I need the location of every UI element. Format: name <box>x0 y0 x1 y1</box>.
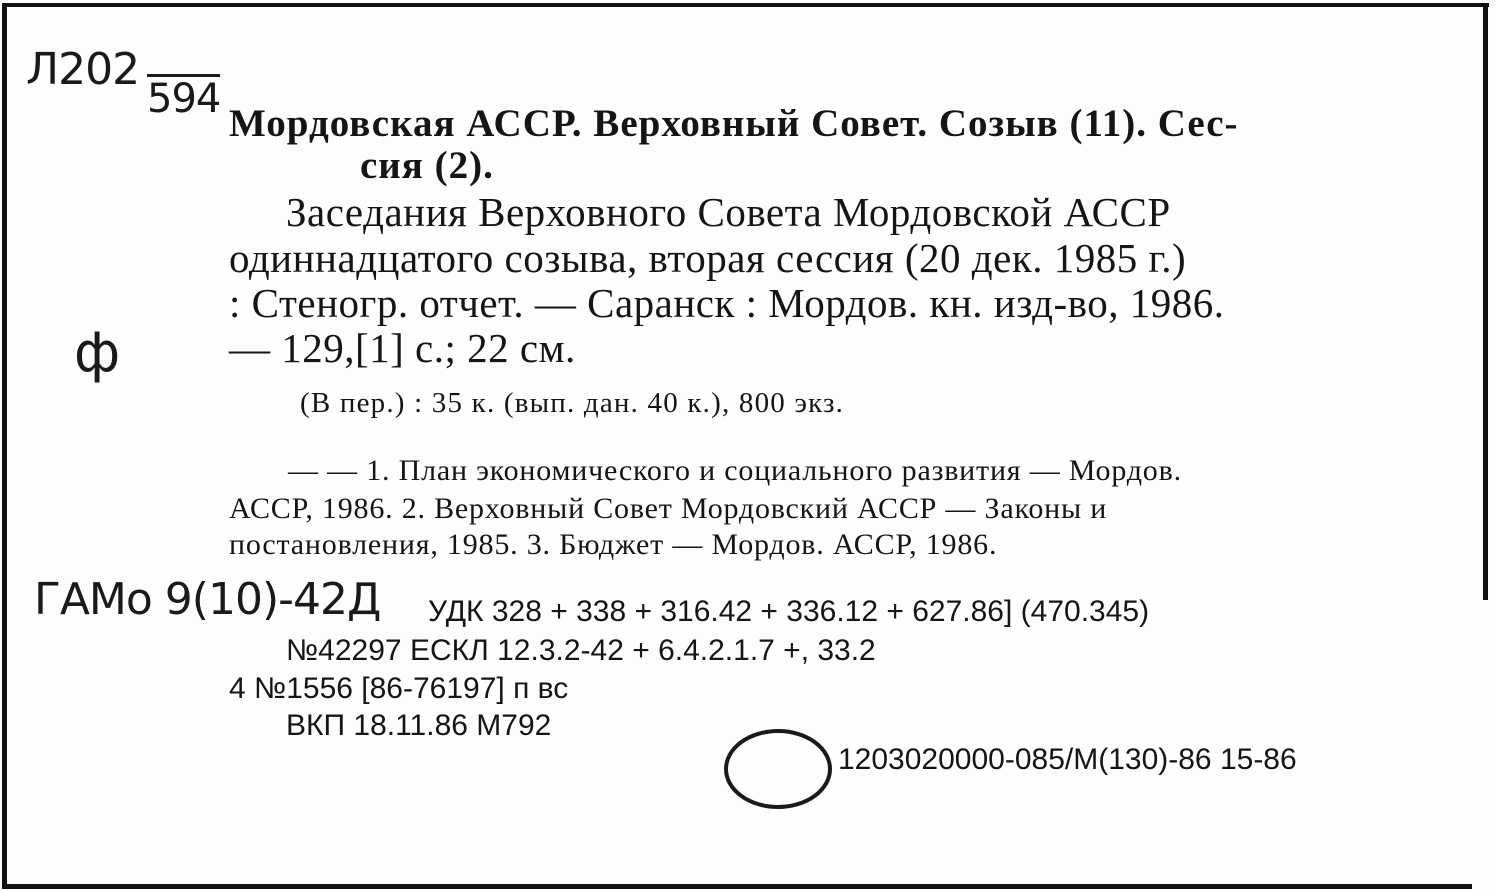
number-line: №42297 ЕСКЛ 12.3.2-42 + 6.4.2.1.7 +, 33.2 <box>286 634 876 667</box>
handwritten-archive-code: ГАМо 9(10)-42Д <box>34 574 381 625</box>
heading-line-2: сия (2). <box>360 144 494 187</box>
title-line-3: : Стеногр. отчет. — Саранск : Мордов. кн. изд-во, 1986. <box>229 280 1225 326</box>
subjects-line-3: постановления, 1985. 3. Бюджет — Мордов. АССР, 1986. <box>229 528 998 561</box>
handwritten-mark: ф <box>74 321 121 384</box>
handwritten-call-number-sub: 594 <box>147 76 221 122</box>
stamp-circle-icon <box>712 724 842 824</box>
title-line-2: одиннадцатого созыва, вторая сессия (20 дек. 1985 г.) <box>229 235 1187 281</box>
vkp-line: ВКП 18.11.86 М792 <box>286 709 552 742</box>
handwritten-call-number: Л202 <box>26 44 140 95</box>
price-line: (В пер.) : 35 к. (вып. дан. 40 к.), 800 экз. <box>300 387 845 419</box>
udc-line: УДК 328 + 338 + 316.42 + 336.12 + 627.86] (470.345) <box>428 595 1150 628</box>
title-line-1: Заседания Верховного Совета Мордовской АССР <box>286 189 1171 235</box>
subjects-line-2: АССР, 1986. 2. Верховный Совет Мордовский АССР — Законы и <box>229 492 1108 525</box>
card-border-right <box>1483 3 1488 600</box>
order-line: 4 №1556 [86-76197] п вс <box>229 672 569 705</box>
title-line-4: — 129,[1] с.; 22 см. <box>229 325 576 371</box>
card-border-bottom <box>2 884 1472 889</box>
heading-line-1: Мордовская АССР. Верховный Совет. Созыв (11). Сес- <box>229 102 1239 145</box>
card-border-top <box>2 3 1489 7</box>
card-border-left <box>2 3 7 888</box>
index-line: 1203020000-085/М(130)-86 15-86 <box>838 743 1297 776</box>
subjects-line-1: — — 1. План экономического и социального развития — Мордов. <box>288 454 1182 487</box>
